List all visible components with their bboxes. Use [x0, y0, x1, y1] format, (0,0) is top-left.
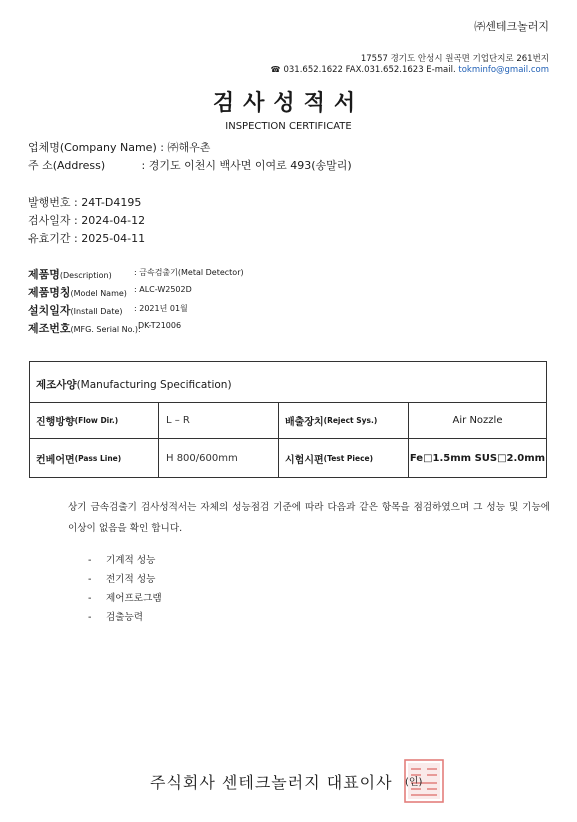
valid-until: 유효기간 : 2025-04-11: [28, 232, 146, 245]
reject-sys-value: Air Nozzle: [452, 414, 503, 426]
header-email[interactable]: tokminfo@gmail.com: [458, 65, 549, 75]
spec-table: [29, 361, 547, 478]
list-item: - 제어프로그램: [88, 593, 162, 604]
product-serial-value: DK-T21006: [138, 321, 182, 330]
page-subtitle: INSPECTION CERTIFICATE: [225, 121, 352, 132]
product-description-value: : 금속검출기(Metal Detector): [134, 268, 244, 277]
page-title: 검사성적서: [212, 91, 365, 116]
company-label: 업체명(Company Name) :: [28, 141, 164, 154]
statement-paragraph: 상기 금속검출기 검사성적서는 자체의 성능점검 기준에 따라 다음과 같은 항목을 점검하였으며 그 성능 및 기능에 이상이 없음을 확인 합니다.: [68, 502, 550, 534]
product-description-row: [28, 266, 244, 282]
seal-mark: (인): [405, 777, 423, 788]
product-model-value: : ALC-W2502D: [134, 285, 192, 294]
header-tel-fax: 031.652.1622 FAX.031.652.1623 E-mail.: [283, 65, 456, 75]
inspection-date: 검사일자 : 2024-04-12: [28, 214, 146, 227]
product-model-sublabel: (Model Name): [70, 289, 127, 298]
spec-heading: [30, 362, 546, 403]
pass-line-label: 컨베어면 (Pass Line): [30, 439, 159, 477]
address-value: : 경기도 이천시 백사면 이여로 493(송말리): [141, 159, 352, 172]
flow-dir-value: L – R: [159, 402, 279, 438]
spec-row: [30, 402, 546, 439]
issue-number: 발행번호 : 24T-D4195: [28, 196, 142, 209]
product-install-label: 설치일자: [28, 304, 71, 317]
header-company: ㈜센테크놀러지: [474, 20, 549, 33]
product-serial-sublabel: (MFG. Serial No.):: [70, 325, 141, 334]
spec-heading-bold: 제조사양: [36, 379, 77, 391]
header-contact: [271, 65, 549, 75]
address-label: 주 소(Address): [28, 159, 106, 172]
product-description-sublabel: (Description): [59, 271, 112, 280]
flow-dir-label: 진행방향 (Flow Dir.): [30, 402, 159, 438]
spec-heading-rest: (Manufacturing Specification): [76, 379, 232, 391]
product-serial-row: [28, 320, 182, 336]
list-item: - 전기적 성능: [88, 574, 156, 585]
company-value: ㈜해우촌: [167, 141, 211, 154]
list-item: - 검출능력: [88, 612, 144, 623]
product-install-row: [28, 302, 188, 318]
test-piece-label: 시험시편 (Test Piece): [279, 439, 409, 477]
product-serial-label: 제조번호: [28, 322, 71, 335]
product-install-sublabel: (Install Date): [70, 307, 123, 316]
header-address: 17557 경기도 안성시 원곡면 기업단지로 261번지: [360, 54, 549, 64]
signatory: 주식회사 센테크놀러지 대표이사: [150, 773, 393, 792]
product-install-value: : 2021년 01월: [134, 304, 188, 313]
test-piece-value: Fe□1.5mm SUS□2.0mm: [409, 452, 546, 464]
product-model-label: 제품명칭: [28, 286, 71, 299]
phone-icon: ☎: [270, 65, 281, 74]
spec-row: [30, 439, 546, 477]
company-row: [28, 139, 210, 155]
product-model-row: [28, 284, 192, 300]
address-row: [28, 157, 352, 173]
list-item: - 기계적 성능: [88, 555, 156, 566]
pass-line-value: H 800/600mm: [159, 439, 279, 477]
reject-sys-label: 배출장치 (Reject Sys.): [279, 402, 409, 438]
product-description-label: 제품명: [28, 268, 60, 281]
